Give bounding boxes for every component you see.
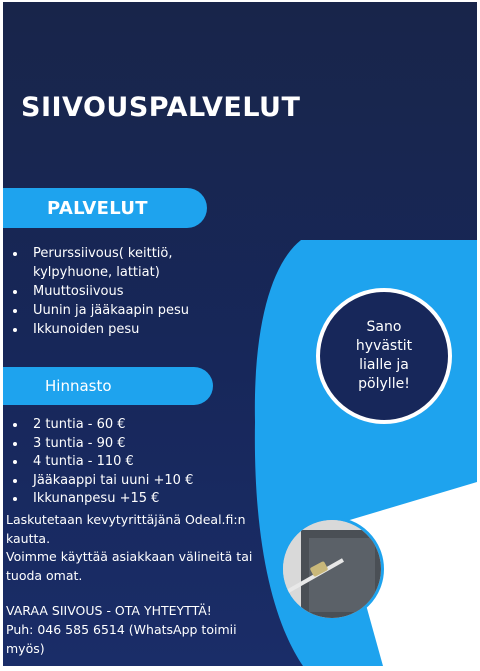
price-list-item: • 3 tuntia - 90 € bbox=[27, 435, 247, 454]
services-heading: PALVELUT bbox=[47, 197, 148, 219]
price-list-item: • 2 tuntia - 60 € bbox=[27, 416, 247, 435]
price-list-item: • Jääkaappi tai uuni +10 € bbox=[27, 472, 247, 491]
price-heading: Hinnasto bbox=[45, 377, 112, 395]
cleaning-photo-icon bbox=[280, 517, 384, 621]
page-title: SIIVOUSPALVELUT bbox=[21, 92, 301, 123]
price-heading-banner bbox=[3, 367, 213, 405]
services-list-item: • Perurssiivous( keittiö, kylpyhuone, lattiat) bbox=[27, 244, 227, 282]
services-list-item: • Muuttosiivous bbox=[27, 282, 227, 301]
services-list-item: • Uunin ja jääkaapin pesu bbox=[27, 301, 227, 320]
price-list-item: • 4 tuntia - 110 € bbox=[27, 453, 247, 472]
services-list-item: • Ikkunoiden pesu bbox=[27, 320, 227, 339]
slogan-text: Sano hyvästit lialle ja pölylle! bbox=[355, 319, 413, 392]
invoicing-note: Laskutetaan kevytyrittäjänä Odeal.fi:n kautta. bbox=[6, 512, 246, 546]
flyer bbox=[3, 2, 477, 666]
price-list bbox=[9, 416, 247, 509]
contact-phone[interactable]: Puh: 046 585 6514 (WhatsApp toimii myös) bbox=[6, 622, 237, 656]
slogan-circle bbox=[316, 288, 452, 424]
tools-note: Voimme käyttää asiakkaan välineitä tai tuoda omat. bbox=[6, 549, 253, 583]
services-heading-banner bbox=[3, 188, 207, 228]
price-list-item: • Ikkunanpesu +15 € bbox=[27, 490, 247, 509]
call-to-action: VARAA SIIVOUS - OTA YHTEYTTÄ! bbox=[6, 603, 212, 618]
services-list bbox=[9, 244, 227, 339]
